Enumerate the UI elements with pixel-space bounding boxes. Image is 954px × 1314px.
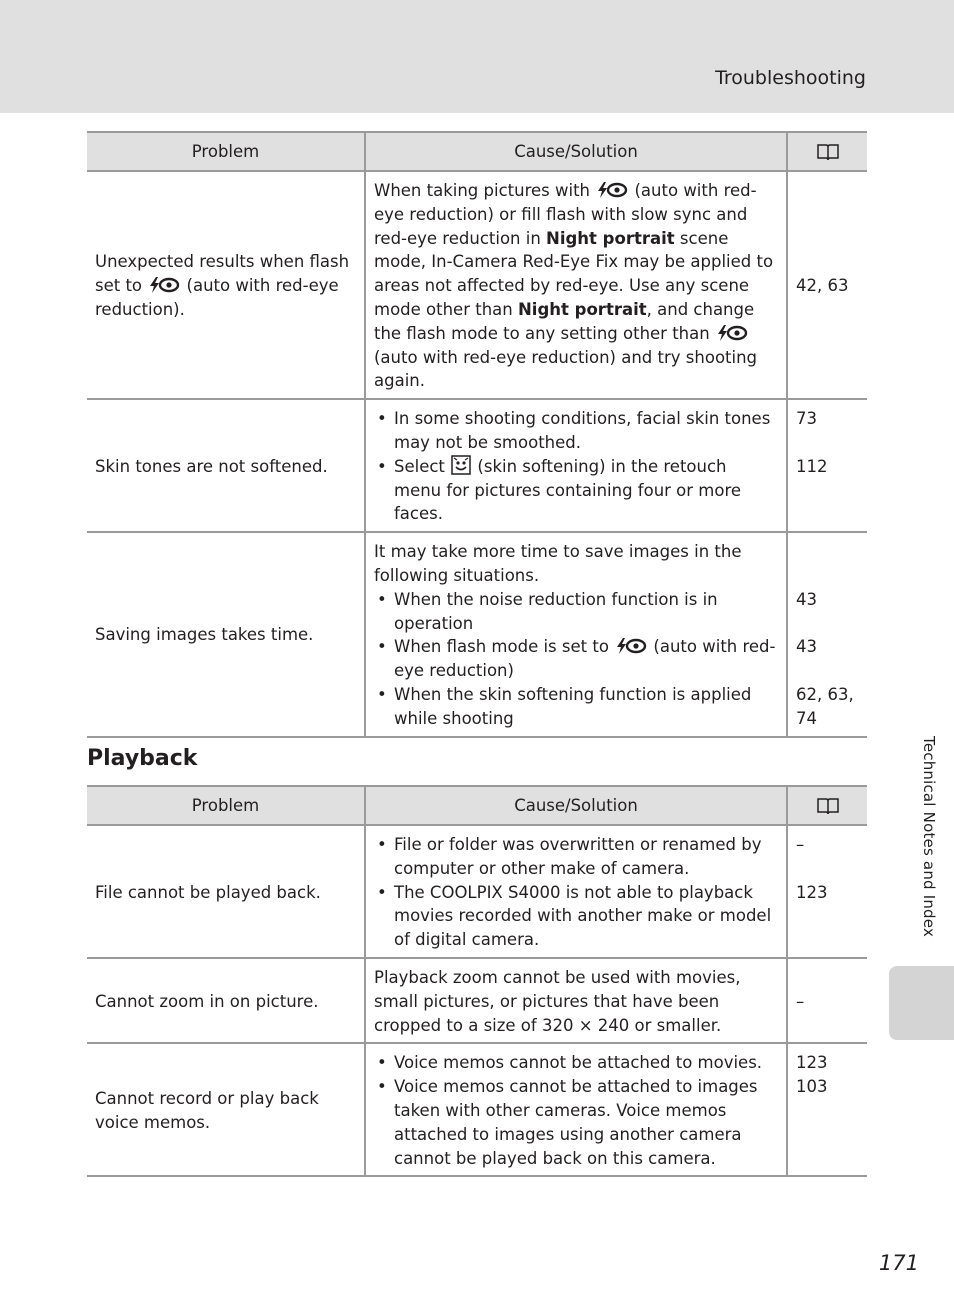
header-band <box>0 0 954 113</box>
problem-cell: Cannot record or play back voice memos. <box>87 1043 365 1176</box>
book-icon <box>816 142 840 162</box>
table-row <box>87 958 867 1043</box>
side-tab[interactable] <box>889 966 954 1040</box>
reference-cell: 42, 63 <box>787 171 867 399</box>
cause-cell <box>365 1043 787 1176</box>
list-item: • Voice memos cannot be attached to movies. <box>374 1051 778 1075</box>
header-reference <box>787 132 867 171</box>
reference-cell: 123 103 <box>787 1043 867 1176</box>
table-row <box>87 171 867 399</box>
problem-cell: Unexpected results when flash set to (auto with red-eye reduction). <box>87 171 365 399</box>
problem-cell: File cannot be played back. <box>87 825 365 958</box>
list-item: • Voice memos cannot be attached to images taken with other cameras. Voice memos attached to images using another camera cannot be played back on this camera. <box>374 1075 778 1170</box>
list-item: • When the skin softening function is applied while shooting <box>374 683 778 731</box>
cause-cell: It may take more time to save images in the following situations. • When the noise reduction function is in operation • When flash mode is set to (auto with red-eye reduction) • When the skin softening function is applied while shooting <box>365 532 787 736</box>
list-item: • Select (skin softening) in the retouch menu for pictures containing four or more faces. <box>374 455 778 526</box>
cause-cell <box>365 399 787 532</box>
flash-auto-red-eye-icon <box>615 637 647 655</box>
flash-auto-red-eye-icon <box>148 276 180 294</box>
header-problem: Problem <box>87 786 365 825</box>
problem-cell: Saving images takes time. <box>87 532 365 736</box>
cause-cell: When taking pictures with (auto with red-eye reduction) or fill flash with slow sync and red-eye reduction in Night portrait scene mode, In-Camera Red-Eye Fix may be applied to areas not affected by red-eye. Use any scene mode other than Night portrait, and change the flash mode to any setting other than (auto with red-eye reduction) and try shooting again. <box>365 171 787 399</box>
list-item: • File or folder was overwritten or renamed by computer or other make of camera. <box>374 833 778 881</box>
cause-cell <box>365 825 787 958</box>
header-problem: Problem <box>87 132 365 171</box>
reference-cell: 73 112 <box>787 399 867 532</box>
section-title: Troubleshooting <box>715 67 866 89</box>
header-cause-solution: Cause/Solution <box>365 786 787 825</box>
cause-cell: Playback zoom cannot be used with movies, small pictures, or pictures that have been cropped to a size of 320 × 240 or smaller. <box>365 958 787 1043</box>
playback-table <box>87 785 867 1177</box>
table-row <box>87 532 867 736</box>
book-icon <box>816 796 840 816</box>
reference-cell: 43 43 62, 63, 74 <box>787 532 867 736</box>
troubleshooting-table <box>87 131 867 738</box>
playback-heading: Playback <box>87 746 198 771</box>
flash-auto-red-eye-icon <box>596 181 628 199</box>
page-number: 171 <box>878 1251 919 1275</box>
table-row <box>87 399 867 532</box>
list-item: • The COOLPIX S4000 is not able to playback movies recorded with another make or model of digital camera. <box>374 881 778 952</box>
table-header-row <box>87 786 867 825</box>
problem-cell: Skin tones are not softened. <box>87 399 365 532</box>
flash-auto-red-eye-icon <box>716 324 748 342</box>
list-item: • When the noise reduction function is in operation <box>374 588 778 636</box>
header-reference <box>787 786 867 825</box>
table-row <box>87 1043 867 1176</box>
list-item: • In some shooting conditions, facial skin tones may not be smoothed. <box>374 407 778 455</box>
table-header-row <box>87 132 867 171</box>
skin-softening-icon <box>451 455 471 475</box>
header-cause-solution: Cause/Solution <box>365 132 787 171</box>
side-tab-label: Technical Notes and Index <box>920 736 938 938</box>
list-item: • When flash mode is set to (auto with red-eye reduction) <box>374 635 778 683</box>
problem-cell: Cannot zoom in on picture. <box>87 958 365 1043</box>
reference-cell: – <box>787 958 867 1043</box>
table-row <box>87 825 867 958</box>
reference-cell: – 123 <box>787 825 867 958</box>
